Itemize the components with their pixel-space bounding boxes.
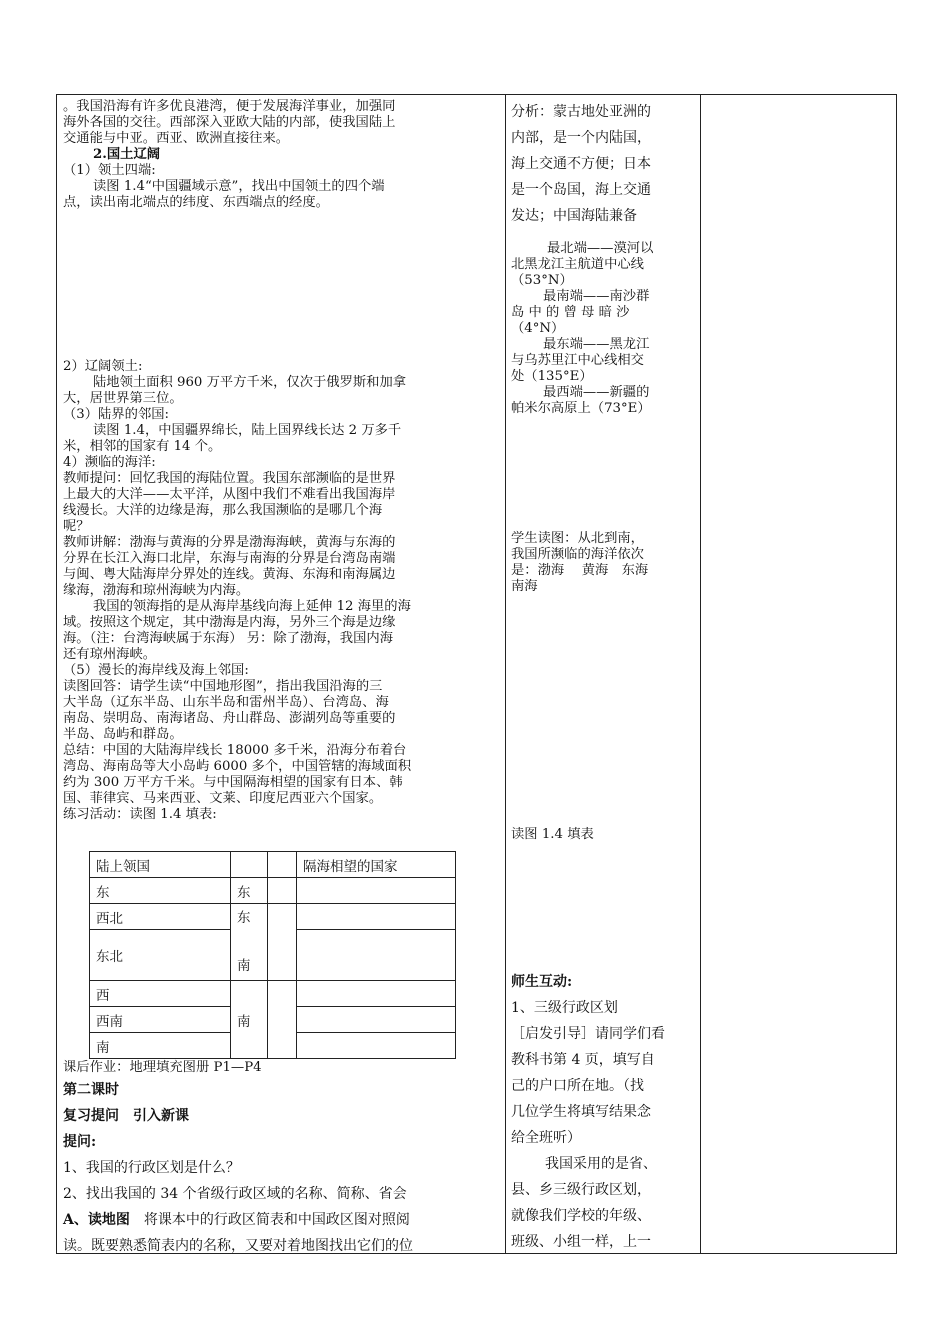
extreme-line: （4°N） [511, 321, 565, 336]
ask-label: 提问: [63, 1134, 97, 1150]
table-cell[interactable] [297, 904, 456, 930]
paragraph-line: 大，居世界第三位。 [63, 391, 183, 406]
subheading: 2）辽阔领土: [63, 359, 143, 374]
subheading: （5）漫长的海岸线及海上邻国: [63, 663, 249, 678]
neighbor-fill-table [89, 851, 456, 1059]
subheading: （1）领土四端: [63, 163, 156, 178]
adopt-line: 我国采用的是省、 [545, 1156, 657, 1172]
student-line: 是：渤海 黄海 东海 [511, 563, 649, 578]
paragraph-line: 还有琼州海峡。 [63, 647, 157, 662]
interaction-line: 1、三级行政区划 [511, 1000, 618, 1016]
extreme-line: 最西端——新疆的 [543, 385, 650, 400]
guide-line: 教科书第 4 页，填写自 [511, 1052, 655, 1068]
main-column [63, 99, 501, 823]
fill-table-note: 读图 1.4 填表 [511, 827, 594, 842]
table-cell [231, 852, 268, 878]
table-cell: 西 [90, 981, 231, 1007]
column-divider [505, 95, 506, 1253]
student-line: 南海 [511, 579, 538, 594]
interaction-title: 师生互动: [511, 974, 573, 990]
sea-dir: 南 [237, 958, 251, 974]
sea-dir: 东 [237, 910, 251, 926]
table-cell[interactable] [297, 930, 456, 981]
analysis-line: 分析：蒙古地处亚洲的 [511, 104, 651, 120]
subheading: 4）濒临的海洋: [63, 455, 156, 470]
table-cell: 西北 [90, 904, 231, 930]
paragraph-line: 大半岛（辽东半岛、山东半岛和雷州半岛）、台湾岛、海 [63, 695, 389, 710]
extreme-line: 最北端——漠河以 [547, 241, 654, 256]
blank-space [63, 211, 501, 359]
analysis-line: 发达；中国海陆兼备 [511, 208, 637, 224]
adopt-line: 县、乡三级行政区划， [511, 1182, 651, 1198]
paragraph-line: 米，相邻的国家有 14 个。 [63, 439, 222, 454]
extreme-line: 岛 中 的 曾 母 暗 沙 [511, 305, 630, 320]
adopt-line: 班级、小组一样，上一 [511, 1234, 651, 1250]
student-read-block [511, 531, 697, 595]
read-map-text: 将课本中的行政区简表和中国政区图对照阅 [129, 1212, 410, 1228]
extremes-block [511, 241, 691, 417]
extreme-line: 北黑龙江主航道中心线 [511, 257, 644, 272]
table-cell[interactable] [297, 981, 456, 1007]
extreme-line: 最东端——黑龙江 [543, 337, 650, 352]
table-cell: 南 [231, 981, 268, 1059]
intro-line: 。我国沿海有许多优良港湾，便于发展海洋事业，加强同 [63, 99, 396, 114]
main-lower [63, 1059, 501, 1259]
read-map-label: A、读地图 [63, 1212, 130, 1228]
guide-line: 己的户口所在地。（找 [511, 1078, 644, 1094]
paragraph-line: 呢？ [63, 519, 90, 534]
table-cell: 东 [90, 878, 231, 904]
paragraph-line: 上最大的大洋——太平洋，从图中我们不难看出我国海岸 [63, 487, 396, 502]
paragraph-line: 点，读出南北端点的纬度、东西端点的经度。 [63, 195, 329, 210]
extreme-line: 帕米尔高原上（73°E） [511, 401, 651, 416]
paragraph-line: 国、菲律宾、马来西亚、文莱、印度尼西亚六个国家。 [63, 791, 383, 806]
paragraph-line: 教师讲解：渤海与黄海的分界是渤海海峡，黄海与东海的 [63, 535, 396, 550]
paragraph-line: 湾岛、海南岛等大小岛屿 6000 多个，中国管辖的海域面积 [63, 759, 412, 774]
section-heading: 2.国土辽阔 [93, 147, 161, 162]
side-column [511, 99, 697, 229]
table-cell: 东 [231, 878, 268, 904]
table-cell[interactable] [268, 981, 297, 1059]
interaction-block [511, 969, 699, 1255]
table-cell[interactable] [297, 878, 456, 904]
table-cell: 西南 [90, 1007, 231, 1033]
paragraph-line: 域。按照这个规定，其中渤海是内海，另外三个海是边缘 [63, 615, 396, 630]
paragraph-line: 读图 1.4“中国疆域示意”，找出中国领土的四个端 [93, 179, 385, 194]
extreme-line: （53°N） [511, 273, 573, 288]
analysis-line: 海上交通不方便；日本 [511, 156, 651, 172]
read-map-text: 读。既要熟悉简表内的名称，又要对着地图找出它们的位 [63, 1238, 413, 1254]
paragraph-line: 分界在长江入海口北岸，东海与南海的分界是台湾岛南端 [63, 551, 396, 566]
question: 1、我国的行政区划是什么？ [63, 1160, 240, 1176]
guide-line: 给全班听） [511, 1130, 581, 1146]
paragraph-line: 读图 1.4，中国疆界绵长，陆上国界线长达 2 万多千 [93, 423, 402, 438]
subheading: （3）陆界的邻国: [63, 407, 170, 422]
table-cell[interactable] [268, 878, 297, 904]
paragraph-line: 与闽、粤大陆海岸分界处的连线。黄海、东海和南海属边 [63, 567, 396, 582]
table-cell [231, 904, 268, 981]
paragraph-line: 海。（注：台湾海峡属于东海） 另：除了渤海，我国内海 [63, 631, 393, 646]
paragraph-line: 约为 300 万平方千米。与中国隔海相望的国家有日本、韩 [63, 775, 403, 790]
homework: 课后作业：地理填充图册 P1—P4 [63, 1060, 262, 1075]
paragraph-line: 教师提问：回忆我国的海陆位置。我国东部濒临的是世界 [63, 471, 396, 486]
intro-line: 交通能与中亚。西亚、欧洲直接往来。 [63, 131, 290, 146]
column-divider [700, 95, 701, 1253]
adopt-line: 就像我们学校的年级、 [511, 1208, 651, 1224]
guide-line: ［启发引导］请同学们看 [511, 1026, 665, 1042]
paragraph-line: 陆地领土面积 960 万平方千米，仅次于俄罗斯和加拿 [93, 375, 407, 390]
table-cell[interactable] [297, 1007, 456, 1033]
question: 2、找出我国的 34 个省级行政区域的名称、简称、省会 [63, 1186, 407, 1202]
intro-line: 海外各国的交往。西部深入亚欧大陆的内部，使我国陆上 [63, 115, 396, 130]
student-line: 学生读图：从北到南， [511, 531, 644, 546]
table-cell [268, 852, 297, 878]
extreme-line: 处（135°E） [511, 369, 593, 384]
table-cell[interactable] [297, 1033, 456, 1059]
student-line: 我国所濒临的海洋依次 [511, 547, 644, 562]
paragraph-line: 半岛、岛屿和群岛。 [63, 727, 183, 742]
paragraph-line: 南岛、崇明岛、南海诸岛、舟山群岛、澎湖列岛等重要的 [63, 711, 396, 726]
lesson-title: 第二课时 [63, 1082, 119, 1098]
paragraph-line: 线漫长。大洋的边缘是海，那么我国濒临的是哪几个海 [63, 503, 383, 518]
paragraph-line: 总结：中国的大陆海岸线长 18000 多千米，沿海分布着台 [63, 743, 407, 758]
table-cell: 东北 [90, 930, 231, 981]
guide-line: 几位学生将填写结果念 [511, 1104, 651, 1120]
paragraph-line: 缘海，渤海和琼州海峡为内海。 [63, 583, 250, 598]
paragraph-line: 我国的领海指的是从海岸基线向海上延伸 12 海里的海 [93, 599, 411, 614]
analysis-line: 是一个岛国，海上交通 [511, 182, 651, 198]
analysis-line: 内部，是一个内陆国， [511, 130, 651, 146]
extreme-line: 最南端——南沙群 [543, 289, 650, 304]
extreme-line: 与乌苏里江中心线相交 [511, 353, 644, 368]
table-cell[interactable] [268, 904, 297, 981]
lesson-table [56, 94, 897, 1254]
table-header: 隔海相望的国家 [297, 852, 456, 878]
review-title: 复习提问 引入新课 [63, 1108, 189, 1124]
table-header: 陆上领国 [90, 852, 231, 878]
table-cell: 南 [90, 1033, 231, 1059]
exercise-label: 练习活动：读图 1.4 填表: [63, 807, 217, 822]
paragraph-line: 读图回答：请学生读“中国地形图”，指出我国沿海的三 [63, 679, 383, 694]
